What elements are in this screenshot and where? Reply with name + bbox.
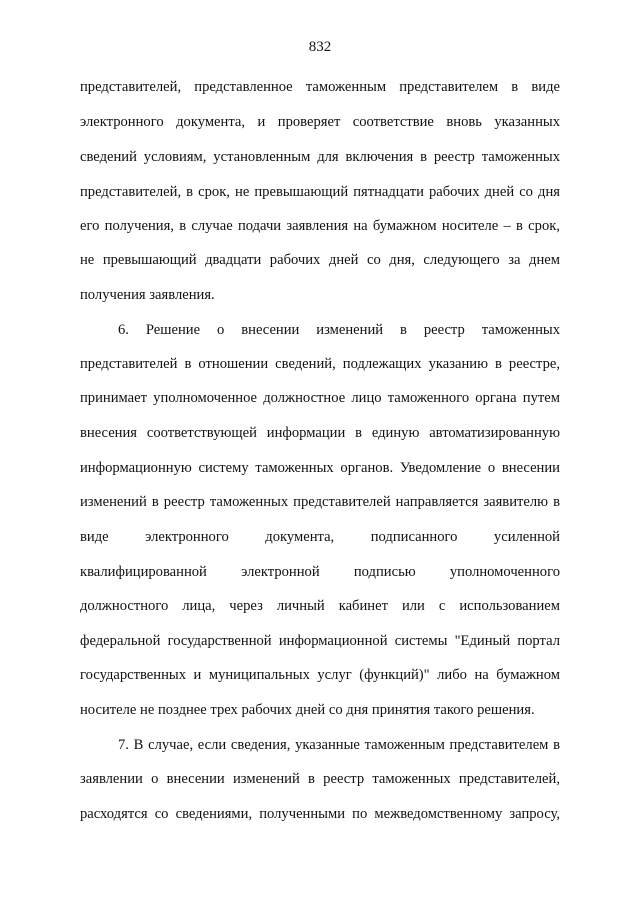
text-line: представителей, в срок, не превышающий пятнадцати рабочих дней со дня xyxy=(80,184,560,200)
text-line: получения заявления. xyxy=(80,287,215,303)
text-line: информационную систему таможенных органов. Уведомление о внесении xyxy=(80,460,560,476)
text-line: его получения, в случае подачи заявления на бумажном носителе – в срок, xyxy=(80,218,560,234)
text-line: представителей в отношении сведений, подлежащих указанию в реестре, xyxy=(80,356,560,372)
text-line: электронного документа, и проверяет соответствие вновь указанных xyxy=(80,114,560,130)
text-line: носителе не позднее трех рабочих дней со дня принятия такого решения. xyxy=(80,702,535,718)
text-line: сведений условиям, установленным для включения в реестр таможенных xyxy=(80,149,560,165)
text-line: виде электронного документа, подписанного усиленной xyxy=(80,529,560,545)
text-line: государственных и муниципальных услуг (функций)" либо на бумажном xyxy=(80,667,560,683)
paragraph-6-first-line: 6. Решение о внесении изменений в реестр таможенных xyxy=(118,322,560,338)
text-line: квалифицированной электронной подписью уполномоченного xyxy=(80,564,560,580)
page-number: 832 xyxy=(308,39,332,55)
text-line: должностного лица, через личный кабинет или с использованием xyxy=(80,598,560,614)
paragraph-7-first-line: 7. В случае, если сведения, указанные таможенным представителем в xyxy=(118,737,560,753)
text-line: заявлении о внесении изменений в реестр таможенных представителей, xyxy=(80,771,560,787)
text-line: федеральной государственной информационной системы "Единый портал xyxy=(80,633,560,649)
text-line: расходятся со сведениями, полученными по межведомственному запросу, xyxy=(80,806,560,822)
text-line: внесения соответствующей информации в единую автоматизированную xyxy=(80,425,560,441)
text-line: изменений в реестр таможенных представителей направляется заявителю в xyxy=(80,494,560,510)
text-line: представителей, представленное таможенным представителем в виде xyxy=(80,79,560,95)
text-line: принимает уполномоченное должностное лицо таможенного органа путем xyxy=(80,390,560,406)
text-line: не превышающий двадцати рабочих дней со дня, следующего за днем xyxy=(80,252,560,268)
